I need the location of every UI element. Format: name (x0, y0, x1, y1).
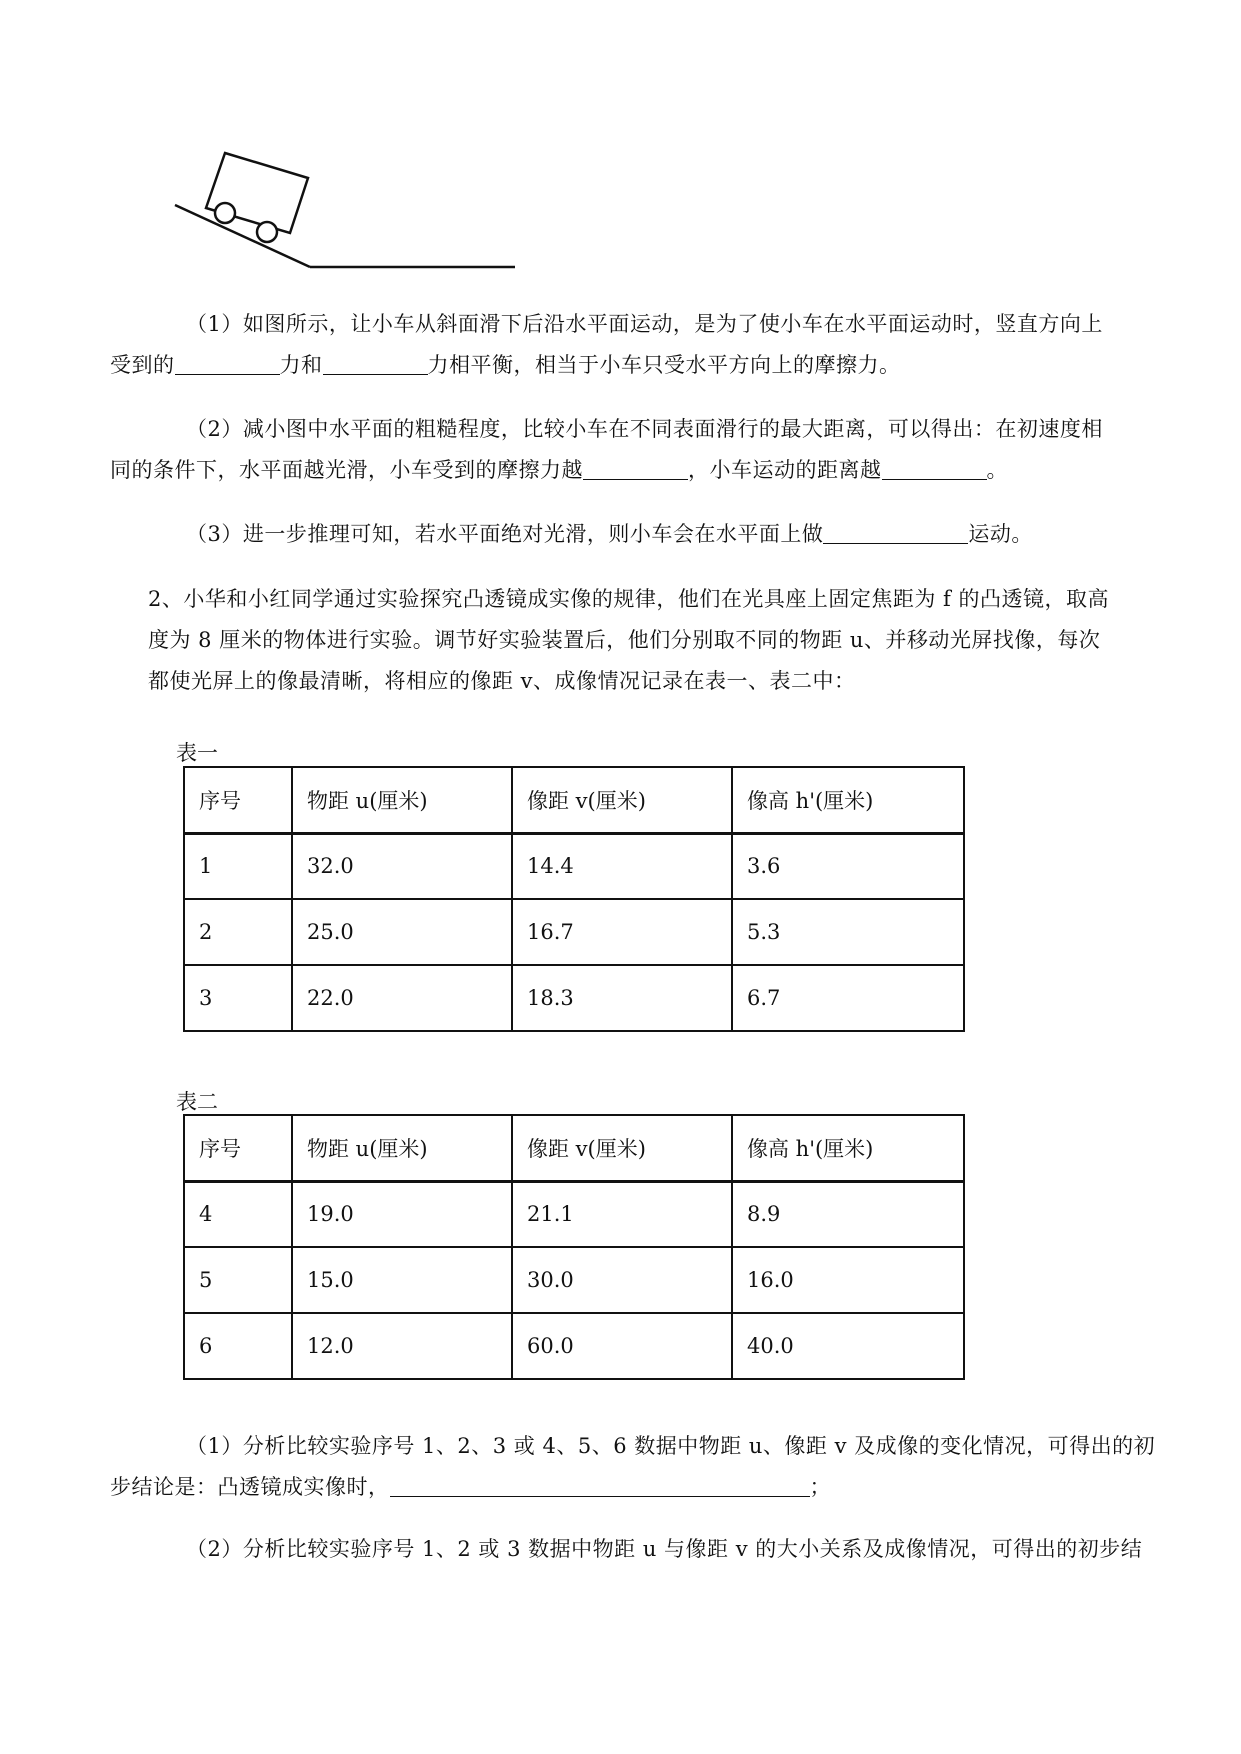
table-row (184, 899, 964, 965)
table-row (184, 1181, 964, 1247)
q2-sub1-line1: （1）分析比较实验序号 1、2、3 或 4、5、6 数据中物距 u、像距 v 及成像的变化情况，可得出的初 (186, 1434, 1156, 1458)
cell-image-distance: 18.3 (512, 965, 732, 1031)
q2-sub1-text-b: 步结论是：凸透镜成实像时， (110, 1475, 390, 1499)
q2-sub2-line1: （2）分析比较实验序号 1、2 或 3 数据中物距 u 与像距 v 的大小关系及成像情况，可得出的初步结 (186, 1537, 1143, 1561)
q1-part2 (110, 409, 1158, 491)
table-header-row (184, 1115, 964, 1181)
cell-image-height: 8.9 (732, 1181, 964, 1247)
cell-object-distance: 25.0 (292, 899, 512, 965)
answer-blank-conclusion-1[interactable] (390, 1470, 810, 1497)
cell-object-distance: 32.0 (292, 833, 512, 899)
q2-intro-line2: 度为 8 厘米的物体进行实验。调节好实验装置后，他们分别取不同的物距 u、并移动光屏找像，每次 (148, 628, 1101, 652)
table2-caption: 表二 (176, 1090, 218, 1114)
answer-blank-force-1[interactable] (175, 348, 280, 375)
q1-part1-line1: （1）如图所示，让小车从斜面滑下后沿水平面运动，是为了使小车在水平面运动时，竖直方向上 (186, 312, 1103, 336)
q1-part1 (110, 304, 1158, 386)
cell-image-height: 40.0 (732, 1313, 964, 1379)
cart-wheel-front (257, 222, 277, 242)
answer-blank-distance[interactable] (882, 453, 987, 480)
cell-index: 5 (184, 1247, 292, 1313)
cell-image-height: 16.0 (732, 1247, 964, 1313)
q2-intro (148, 579, 1158, 702)
table-row (184, 833, 964, 899)
q2-sub1-text-c: ； (809, 1475, 831, 1499)
q2-sub1 (110, 1426, 1158, 1508)
cart-wheel-rear (215, 203, 235, 223)
answer-blank-friction[interactable] (583, 453, 688, 480)
table1 (183, 766, 965, 1032)
answer-blank-motion[interactable] (823, 517, 968, 544)
header-object-distance: 物距 u(厘米) (292, 767, 512, 833)
header-image-height: 像高 h'(厘米) (732, 1115, 964, 1181)
table-row (184, 965, 964, 1031)
cell-object-distance: 15.0 (292, 1247, 512, 1313)
q1-part3-text-a: （3）进一步推理可知，若水平面绝对光滑，则小车会在水平面上做 (186, 522, 824, 546)
q2-sub2 (148, 1529, 1158, 1570)
q1-part2-text-d: 。 (986, 458, 1008, 482)
cell-image-distance: 30.0 (512, 1247, 732, 1313)
q1-part3 (148, 514, 1158, 555)
header-image-height: 像高 h'(厘米) (732, 767, 964, 833)
cell-index: 1 (184, 833, 292, 899)
q2-intro-line1: 2、小华和小红同学通过实验探究凸透镜成实像的规律，他们在光具座上固定焦距为 f 的凸透镜，取高 (148, 587, 1109, 611)
table-row (184, 1247, 964, 1313)
q1-part1-text-b: 受到的 (110, 353, 175, 377)
table-row (184, 1313, 964, 1379)
cell-index: 3 (184, 965, 292, 1031)
header-index: 序号 (184, 1115, 292, 1181)
q2-intro-line3: 都使光屏上的像最清晰，将相应的像距 v、成像情况记录在表一、表二中： (148, 669, 856, 693)
cell-image-distance: 14.4 (512, 833, 732, 899)
table2 (183, 1114, 965, 1380)
cell-image-distance: 60.0 (512, 1313, 732, 1379)
cell-object-distance: 19.0 (292, 1181, 512, 1247)
header-object-distance: 物距 u(厘米) (292, 1115, 512, 1181)
cart-incline-figure (170, 145, 530, 280)
cell-image-height: 3.6 (732, 833, 964, 899)
cell-index: 6 (184, 1313, 292, 1379)
cell-image-distance: 16.7 (512, 899, 732, 965)
cell-object-distance: 12.0 (292, 1313, 512, 1379)
q1-part2-text-b: 同的条件下，水平面越光滑，小车受到的摩擦力越 (110, 458, 583, 482)
header-image-distance: 像距 v(厘米) (512, 1115, 732, 1181)
table-header-row (184, 767, 964, 833)
header-image-distance: 像距 v(厘米) (512, 767, 732, 833)
answer-blank-force-2[interactable] (323, 348, 428, 375)
cell-image-height: 5.3 (732, 899, 964, 965)
cell-image-height: 6.7 (732, 965, 964, 1031)
cell-index: 4 (184, 1181, 292, 1247)
header-index: 序号 (184, 767, 292, 833)
cell-index: 2 (184, 899, 292, 965)
cell-image-distance: 21.1 (512, 1181, 732, 1247)
q1-part2-line1: （2）减小图中水平面的粗糙程度，比较小车在不同表面滑行的最大距离，可以得出：在初速度相 (186, 417, 1103, 441)
q1-part2-text-c: ，小车运动的距离越 (688, 458, 882, 482)
q1-part3-text-b: 运动。 (968, 522, 1033, 546)
q1-part1-text-d: 力相平衡，相当于小车只受水平方向上的摩擦力。 (427, 353, 901, 377)
cell-object-distance: 22.0 (292, 965, 512, 1031)
q1-part1-text-c: 力和 (279, 353, 323, 377)
table1-caption: 表一 (176, 741, 218, 765)
